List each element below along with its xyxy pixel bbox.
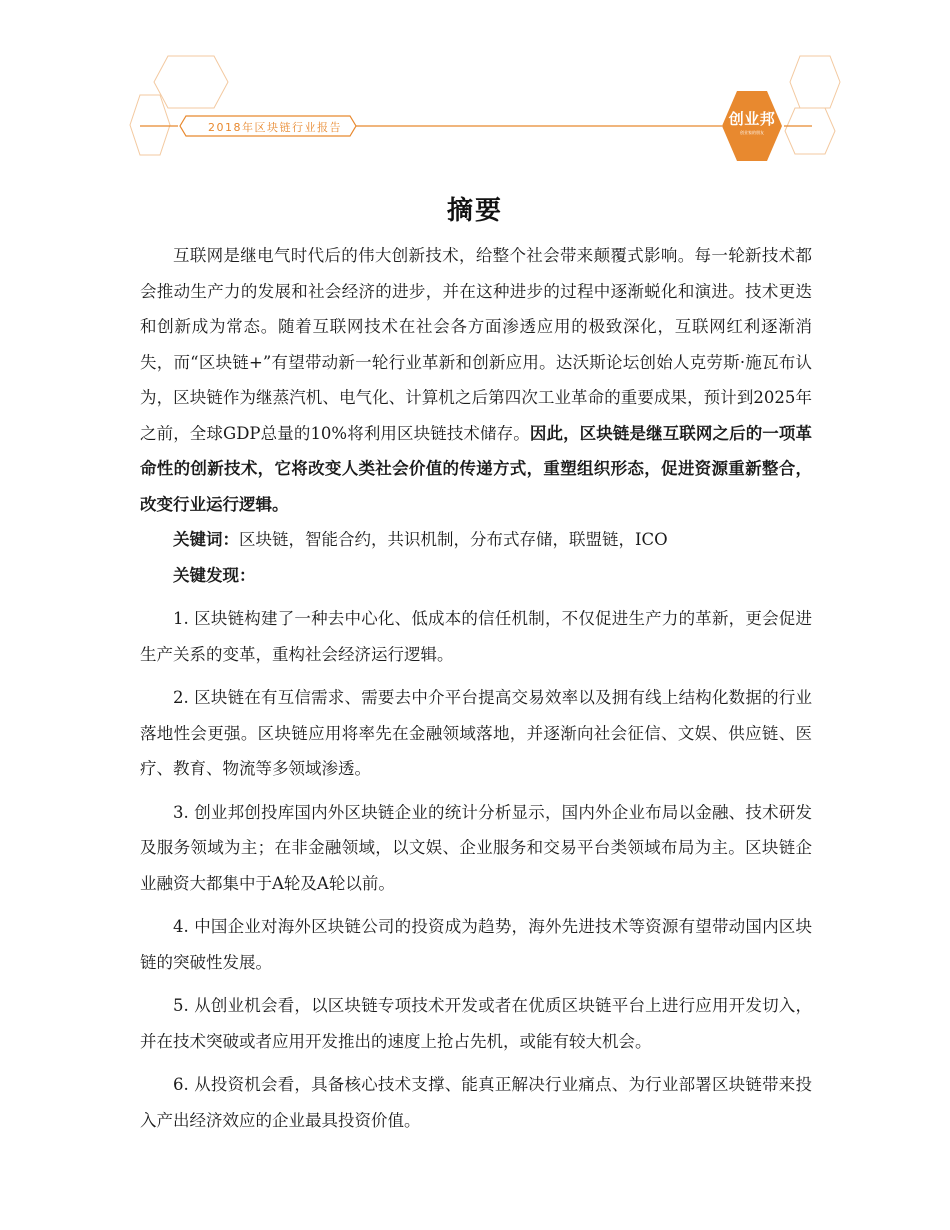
findings-label: 关键发现： bbox=[173, 565, 256, 585]
header-decoration bbox=[0, 0, 950, 170]
page-title: 摘要 bbox=[446, 196, 503, 226]
summary-paragraph bbox=[140, 238, 812, 522]
document-body bbox=[140, 238, 812, 1138]
findings-heading bbox=[140, 558, 812, 594]
finding-item: 6. 从投资机会看，具备核心技术支撑、能真正解决行业痛点、为行业部署区块链带来投入产出经济效应的企业最具投资价值。 bbox=[140, 1075, 812, 1130]
finding-item: 2. 区块链在有互信需求、需要去中介平台提高交易效率以及拥有线上结构化数据的行业落地性会更强。区块链应用将率先在金融领域落地，并逐渐向社会征信、文娱、供应链、医疗、教育、物流等多领域渗透。 bbox=[140, 688, 812, 778]
report-label: 2018年区块链行业报告 bbox=[208, 121, 342, 134]
keywords-text: 区块链，智能合约，共识机制，分布式存储，联盟链，ICO bbox=[239, 530, 668, 549]
hexagon-outline-right-top bbox=[790, 56, 840, 108]
logo: 创业邦 bbox=[728, 110, 776, 128]
finding-item: 5. 从创业机会看，以区块链专项技术开发或者在优质区块链平台上进行应用开发切入，并在技术突破或者应用开发推出的速度上抢占先机，或能有较大机会。 bbox=[140, 996, 812, 1051]
finding-item: 4. 中国企业对海外区块链公司的投资成为趋势，海外先进技术等资源有望带动国内区块链的突破性发展。 bbox=[140, 917, 812, 972]
summary-bold-text: 因此，区块链是继互联网之后的一项革命性的创新技术，它将改变人类社会价值的传递方式，重塑组织形态，促进资源重新整合，改变行业运行逻辑。 bbox=[140, 423, 813, 514]
hexagon-outline-left-bottom bbox=[130, 95, 170, 155]
finding-item: 1. 区块链构建了一种去中心化、低成本的信任机制，不仅促进生产力的革新，更会促进生产关系的变革，重构社会经济运行逻辑。 bbox=[140, 609, 812, 664]
keywords-line bbox=[140, 522, 812, 558]
finding-item: 3. 创业邦创投库国内外区块链企业的统计分析显示，国内外企业布局以金融、技术研发及服务领域为主；在非金融领域，以文娱、企业服务和交易平台类领域布局为主。区块链企业融资大都集中于A轮及A轮以前。 bbox=[140, 802, 812, 893]
logo-tagline: 创业家的朋友 bbox=[740, 130, 764, 135]
hexagon-outline-left-top bbox=[154, 56, 228, 108]
summary-text: 互联网是继电气时代后的伟大创新技术，给整个社会带来颠覆式影响。每一轮新技术都会推动生产力的发展和社会经济的进步，并在这种进步的过程中逐渐蜕化和演进。技术更迭和创新成为常态。随着互联网技术在社会各方面渗透应用的极致深化，互联网红利逐渐消失，而“区块链+”有望带动新一轮行业革新和创新应用。达沃斯论坛创始人克劳斯·施瓦布认为，区块链作为继蒸汽机、电气化、计算机之后第四次工业革命的重要成果，预计到2025年之前，全球GDP总量的10%将利用区块链技术储存。 bbox=[140, 246, 812, 443]
keywords-label: 关键词： bbox=[173, 530, 239, 549]
hexagon-outline-right-bottom bbox=[785, 108, 835, 154]
